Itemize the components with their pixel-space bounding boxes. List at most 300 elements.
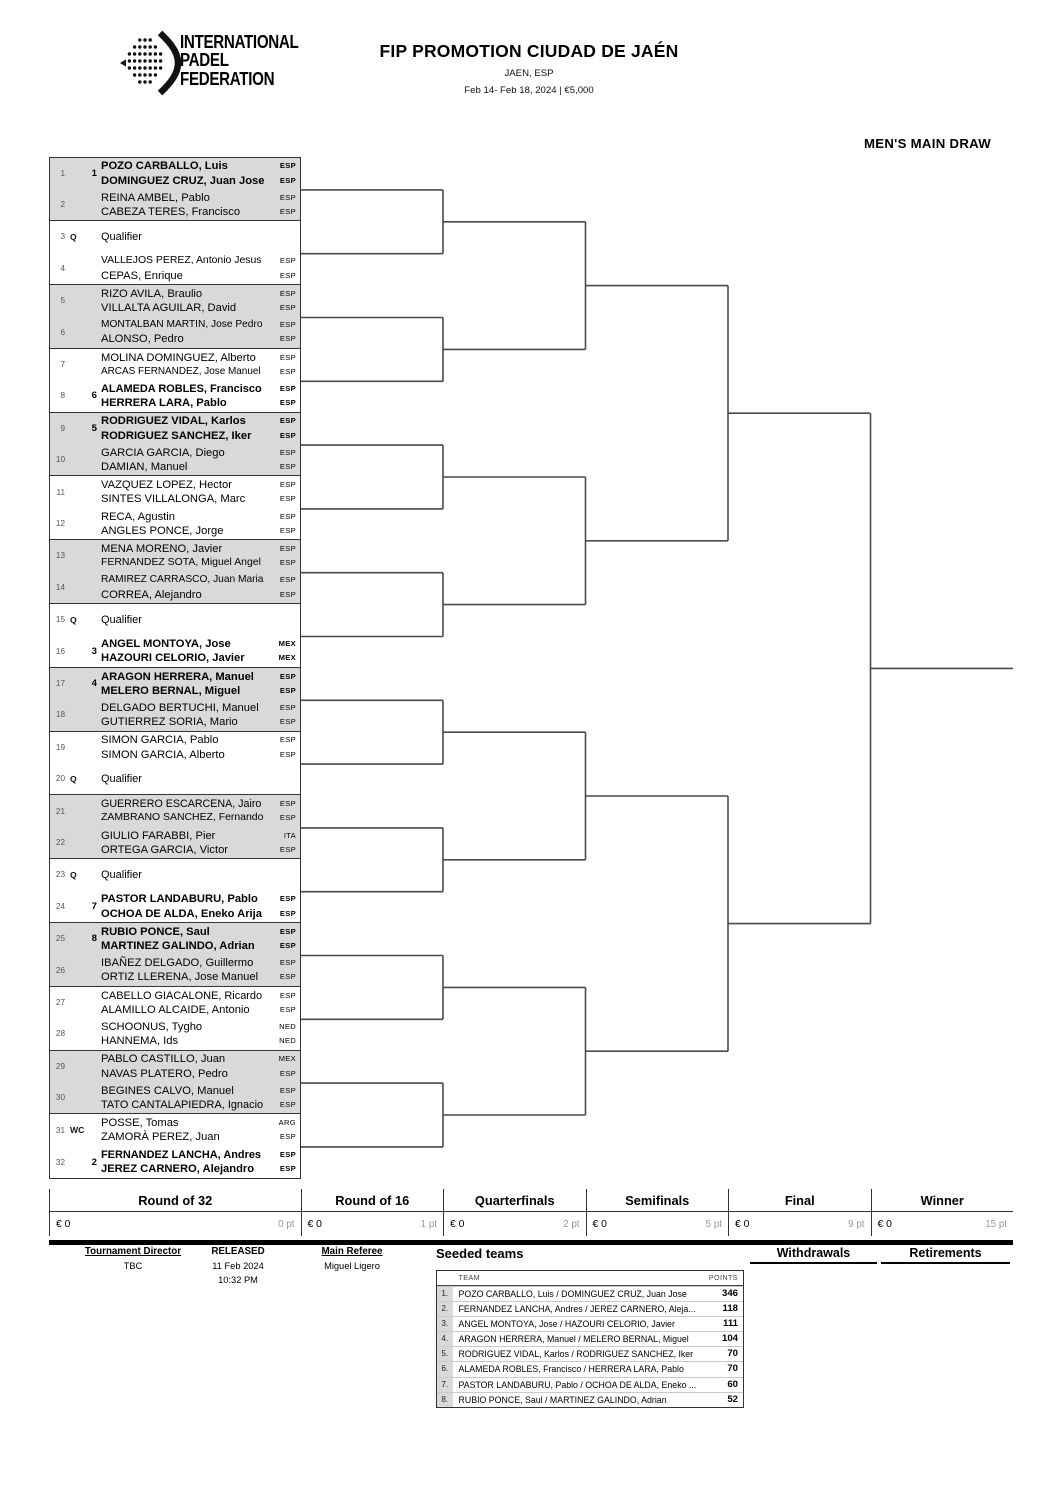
entry-row: [50, 763, 300, 794]
entry-row: [50, 476, 300, 507]
player1-name: POZO CARBALLO, Luis: [101, 160, 228, 173]
match-block: [50, 285, 300, 349]
player1-name: CABELLO GIACALONE, Ricardo: [101, 989, 263, 1002]
country-codes: [264, 444, 300, 475]
country-codes: [264, 253, 300, 284]
released-info: [196, 1246, 280, 1285]
player2-name: ORTEGA GARCIA, Victor: [101, 843, 229, 856]
country-codes: [264, 795, 300, 826]
round-points: 0 pt: [278, 1218, 295, 1230]
country-codes: [264, 668, 300, 699]
player2-country: MEX: [278, 653, 296, 663]
entry-tag: WC: [70, 1125, 85, 1136]
player2-name: MARTINEZ GALINDO, Adrian: [101, 940, 255, 953]
player2-name: ALONSO, Pedro: [101, 333, 184, 346]
player1-country: ESP: [279, 288, 296, 298]
entry-row: [50, 349, 300, 380]
player1-name: ALAMEDA ROBLES, Francisco: [101, 383, 262, 396]
round-values: [872, 1211, 1014, 1236]
player2-name: DOMINGUEZ CRUZ, Juan Jose: [101, 174, 264, 187]
team-names: [101, 668, 264, 699]
event-header: [264, 41, 794, 96]
draw-table: [49, 157, 301, 1180]
round-prize: € 0: [56, 1218, 71, 1230]
team-names: [101, 954, 264, 985]
player2-name: ZAMBRANO SANCHEZ, Fernando: [101, 812, 264, 824]
entry-position: 13: [55, 551, 65, 561]
country-codes: [264, 923, 300, 954]
team-names: [101, 1146, 264, 1178]
team-names: [101, 923, 264, 954]
team-names: [101, 1082, 264, 1113]
player1-country: ESP: [279, 192, 296, 202]
player2-name: ARCAS FERNANDEZ, Jose Manuel: [101, 365, 261, 377]
player1-country: ESP: [279, 161, 296, 171]
tournament-director: [58, 1246, 208, 1271]
player1-name: VAZQUEZ LOPEZ, Hector: [101, 479, 232, 492]
entry-row: [50, 1082, 300, 1113]
seeded-row-team: ANGEL MONTOYA, Jose / HAZOURI CELORIO, Javier: [458, 1318, 675, 1329]
tournament-director-value: TBC: [123, 1261, 143, 1271]
round-label: Winner: [920, 1193, 964, 1208]
seeded-row-number: 4.: [437, 1332, 453, 1346]
entry-position: 1: [60, 168, 65, 178]
player1-name: FERNANDEZ LANCHA, Andres: [101, 1149, 262, 1162]
player1-country: ESP: [279, 320, 296, 330]
entry-row: [50, 954, 300, 985]
player1-country: ESP: [279, 416, 296, 426]
seeded-row-team: FERNANDEZ LANCHA, Andres / JEREZ CARNERO, Aleja...: [458, 1303, 696, 1314]
team-names: [101, 189, 264, 220]
round-column-qf: [443, 1189, 586, 1236]
entry-row: [50, 285, 300, 316]
player1-country: ESP: [279, 447, 296, 457]
entry-row: [50, 221, 300, 252]
round-points: 1 pt: [420, 1218, 437, 1230]
match-block: [50, 349, 300, 413]
player1-name: GARCIA GARCIA, Diego: [101, 446, 225, 459]
team-names: [101, 316, 264, 347]
player1-country: ESP: [279, 990, 296, 1000]
seeded-row-team: RUBIO PONCE, Saul / MARTINEZ GALINDO, Adrian: [458, 1394, 667, 1405]
country-codes: [264, 732, 300, 763]
event-title: FIP PROMOTION CIUDAD DE JAÉN: [379, 41, 679, 61]
player2-name: SIMON GARCIA, Alberto: [101, 748, 225, 761]
player1-name: BEGINES CALVO, Manuel: [101, 1084, 234, 1097]
player1-name: MENA MORENO, Javier: [101, 543, 223, 556]
match-block: [50, 923, 300, 987]
match-block: [50, 476, 300, 540]
entry-position: 19: [55, 742, 65, 752]
player2-name: CABEZA TERES, Francisco: [101, 205, 241, 218]
seeded-header-row: [437, 1271, 743, 1286]
player2-country: ESP: [279, 366, 296, 376]
player2-country: ESP: [279, 1004, 296, 1014]
player2-name: JEREZ CARNERO, Alejandro: [101, 1163, 255, 1176]
entry-position: 6: [60, 327, 65, 337]
player1-name: GUERRERO ESCARCENA, Jairo: [101, 798, 262, 811]
round-column-winner: [871, 1189, 1014, 1236]
match-block: [50, 604, 300, 668]
player2-country: ESP: [279, 206, 296, 216]
entry-row: [50, 189, 300, 220]
country-codes: [264, 349, 300, 380]
player1-name: ARAGON HERRERA, Manuel: [101, 670, 254, 683]
entry-position: 27: [55, 998, 65, 1008]
seeded-row-team: POZO CARBALLO, Luis / DOMINGUEZ CRUZ, Juan Jose: [458, 1288, 687, 1299]
player2-name: MELERO BERNAL, Miguel: [101, 684, 241, 697]
entry-seed: 6: [91, 390, 97, 402]
country-codes: [264, 987, 300, 1018]
player2-name: HAZOURI CELORIO, Javier: [101, 652, 245, 665]
player2-country: ESP: [279, 334, 296, 344]
entry-seed: 2: [91, 1156, 97, 1168]
round-values: [729, 1211, 871, 1236]
entry-tag: Q: [70, 869, 77, 880]
team-names: [101, 699, 264, 730]
match-block: [50, 987, 300, 1051]
event-dates-prize: Feb 14- Feb 18, 2024 | €5,000: [464, 85, 594, 96]
player1-country: ESP: [279, 926, 296, 936]
released-label: RELEASED: [211, 1246, 265, 1257]
team-names: [101, 253, 264, 284]
match-block: [50, 221, 300, 285]
player2-name: NAVAS PLATERO, Pedro: [101, 1067, 228, 1080]
entry-row: [50, 891, 300, 922]
entry-seed: 1: [91, 167, 97, 179]
player1-country: ESP: [279, 480, 296, 490]
country-codes: [264, 954, 300, 985]
seeded-row-team: ARAGON HERRERA, Manuel / MELERO BERNAL, Miguel: [458, 1334, 689, 1345]
country-codes: [264, 635, 300, 666]
country-codes: [264, 699, 300, 730]
player1-name: IBAÑEZ DELGADO, Guillermo: [101, 957, 254, 970]
team-names: [101, 1018, 264, 1049]
draw-title: MEN'S MAIN DRAW: [863, 136, 991, 151]
entry-row: [50, 316, 300, 347]
player2-name: VILLALTA AGUILAR, David: [101, 302, 237, 315]
team-names: [101, 444, 264, 475]
player2-name: HANNEMA, Ids: [101, 1035, 179, 1048]
seeded-row: [437, 1301, 743, 1316]
team-names: [101, 285, 264, 316]
country-codes: [264, 1114, 300, 1146]
tournament-director-label: Tournament Director: [84, 1246, 182, 1257]
player2-country: ESP: [279, 844, 296, 854]
player1-country: ESP: [279, 511, 296, 521]
entry-position: 30: [55, 1093, 65, 1103]
qualifier-label: Qualifier: [101, 772, 142, 785]
round-points: 5 pt: [705, 1218, 722, 1230]
team-names: [101, 158, 264, 189]
country-codes: [264, 189, 300, 220]
retirements-heading: Retirements: [881, 1246, 1010, 1264]
entry-row: [50, 923, 300, 954]
entry-row: [50, 668, 300, 699]
entry-position: 9: [60, 423, 65, 433]
seeded-row-points: 111: [723, 1317, 738, 1329]
entry-seed: 5: [91, 422, 97, 434]
player2-country: ESP: [279, 270, 296, 280]
player1-country: MEX: [278, 639, 296, 649]
entry-row: [50, 572, 300, 603]
player1-country: ESP: [279, 735, 296, 745]
entry-row: [50, 380, 300, 411]
player1-name: SCHOONUS, Tygho: [101, 1021, 203, 1034]
player1-name: POSSE, Tomas: [101, 1117, 179, 1130]
entry-position: 21: [55, 806, 65, 816]
seeded-row-team: PASTOR LANDABURU, Pablo / OCHOA DE ALDA, Eneko ...: [458, 1379, 697, 1390]
seeded-row-number: 1.: [437, 1287, 453, 1301]
entry-row: [50, 253, 300, 284]
entry-row: [50, 827, 300, 858]
player2-country: ESP: [279, 525, 296, 535]
match-block: [50, 413, 300, 477]
entry-seed: 7: [91, 900, 97, 912]
player1-name: VALLEJOS PEREZ, Antonio Jesus: [101, 255, 262, 267]
entry-row: [50, 1051, 300, 1082]
player1-name: REINA AMBEL, Pablo: [101, 191, 210, 204]
player1-country: ESP: [279, 575, 296, 585]
player1-name: RUBIO PONCE, Saul: [101, 925, 210, 938]
entry-tag: Q: [70, 231, 77, 242]
match-block: [50, 668, 300, 732]
player1-name: DELGADO BERTUCHI, Manuel: [101, 702, 259, 715]
country-codes: [264, 1018, 300, 1049]
entry-row: [50, 732, 300, 763]
entry-position: 8: [60, 391, 65, 401]
logo-line-2: PADEL: [180, 49, 229, 71]
main-referee-label: Main Referee: [321, 1246, 383, 1257]
entry-position: 2: [60, 200, 65, 210]
player2-country: ESP: [279, 1100, 296, 1110]
entry-seed: 8: [91, 933, 97, 945]
player2-country: ESP: [279, 813, 296, 823]
country-codes: [264, 158, 300, 189]
player1-name: MONTALBAN MARTIN, Jose Pedro: [101, 319, 263, 331]
team-names: [101, 635, 264, 666]
player2-country: ESP: [279, 558, 296, 568]
entry-position: 12: [55, 519, 65, 529]
seeded-header-num: [437, 1271, 453, 1285]
player1-country: ESP: [279, 384, 296, 394]
player1-country: ARG: [278, 1118, 296, 1128]
round-prize: € 0: [450, 1218, 465, 1230]
round-values: [587, 1211, 729, 1236]
player2-country: ESP: [279, 972, 296, 982]
player1-name: RAMIREZ CARRASCO, Juan Maria: [101, 574, 264, 586]
entry-row: [50, 1018, 300, 1049]
team-names: [101, 1051, 264, 1082]
match-block: [50, 1114, 300, 1178]
team-names: [101, 827, 264, 858]
team-names: [101, 349, 264, 380]
seeded-header-team: TEAM: [458, 1273, 481, 1282]
footer-divider-bar: [49, 1240, 1013, 1245]
main-referee-value: Miguel Ligero: [324, 1261, 380, 1271]
country-codes: [264, 285, 300, 316]
round-prize: € 0: [592, 1218, 607, 1230]
ball-arc: [160, 33, 178, 93]
player1-country: ESP: [279, 1085, 296, 1095]
entry-seed: 3: [91, 645, 97, 657]
round-points: 9 pt: [848, 1218, 865, 1230]
match-block: [50, 795, 300, 859]
entry-row: [50, 604, 300, 635]
player1-country: MEX: [278, 1054, 296, 1064]
country-codes: [264, 1146, 300, 1178]
entry-position: 14: [55, 582, 65, 592]
player2-country: ESP: [279, 462, 296, 472]
player2-name: HERRERA LARA, Pablo: [101, 397, 227, 410]
player2-name: DAMIAN, Manuel: [101, 461, 188, 474]
seeded-row-team: RODRIGUEZ VIDAL, Karlos / RODRIGUEZ SANCHEZ, Iker: [458, 1349, 694, 1360]
country-codes: [264, 891, 300, 922]
entry-row: [50, 635, 300, 666]
player2-name: ORTIZ LLERENA, Jose Manuel: [101, 971, 259, 984]
entry-position: 7: [60, 360, 65, 370]
team-names: [101, 1114, 264, 1146]
country-codes: [264, 413, 300, 444]
seeded-row-points: 52: [727, 1393, 738, 1405]
player2-name: OCHOA DE ALDA, Eneko Arija: [101, 907, 262, 920]
round-column-sf: [586, 1189, 729, 1236]
round-label: Round of 32: [138, 1193, 213, 1208]
entry-position: 11: [56, 487, 65, 497]
entry-row: [50, 508, 300, 539]
player2-country: ESP: [279, 685, 296, 695]
team-names: [101, 380, 264, 411]
country-codes: [264, 1051, 300, 1082]
entry-row: [50, 795, 300, 826]
padel-ball-dots: [120, 59, 126, 66]
player2-country: ESP: [279, 717, 296, 727]
country-codes: [264, 827, 300, 858]
entry-position: 23: [55, 870, 65, 880]
seeded-row-number: 8.: [437, 1393, 453, 1407]
ipf-logo-icon: [120, 30, 184, 96]
player1-country: ESP: [279, 958, 296, 968]
player1-name: PASTOR LANDABURU, Pablo: [101, 893, 258, 906]
round-points: 2 pt: [563, 1218, 580, 1230]
entry-row: [50, 540, 300, 571]
team-names: [101, 795, 264, 826]
entry-position: 18: [55, 710, 65, 720]
round-column-r16: [301, 1189, 444, 1236]
round-prize: € 0: [877, 1218, 892, 1230]
seeded-row-points: 118: [722, 1302, 738, 1314]
player2-country: ESP: [279, 494, 296, 504]
player2-country: ESP: [279, 1132, 296, 1142]
team-names: [101, 891, 264, 922]
seeded-row: [437, 1286, 743, 1301]
player1-country: ITA: [283, 830, 296, 840]
seeded-row-number: 6.: [437, 1362, 453, 1376]
player2-country: ESP: [279, 175, 296, 185]
seeded-row: [437, 1316, 743, 1331]
entry-row: [50, 444, 300, 475]
player1-country: ESP: [279, 671, 296, 681]
player1-name: PABLO CASTILLO, Juan: [101, 1053, 226, 1066]
released-time: 10:32 PM: [218, 1275, 258, 1285]
entry-position: 15: [55, 615, 65, 625]
player1-country: ESP: [279, 703, 296, 713]
seeded-row: [437, 1361, 743, 1376]
country-codes: [264, 540, 300, 571]
seeded-row: [437, 1331, 743, 1346]
player1-country: ESP: [279, 799, 296, 809]
player1-name: MOLINA DOMINGUEZ, Alberto: [101, 351, 256, 364]
player2-name: CORREA, Alejandro: [101, 588, 202, 601]
player1-country: ESP: [279, 256, 296, 266]
withdrawals-heading: Withdrawals: [750, 1246, 877, 1264]
seeded-row: [437, 1377, 743, 1392]
player2-country: ESP: [279, 430, 296, 440]
entry-row: [50, 158, 300, 189]
entry-position: 16: [55, 646, 65, 656]
round-column-final: [728, 1189, 871, 1236]
country-codes: [264, 572, 300, 603]
player2-country: ESP: [279, 908, 296, 918]
team-names: [101, 987, 264, 1018]
seeded-row-points: 70: [727, 1348, 738, 1360]
round-column-r32: [49, 1189, 301, 1236]
player1-country: ESP: [279, 544, 296, 554]
player1-name: SIMON GARCIA, Pablo: [101, 734, 219, 747]
entry-row: [50, 1146, 300, 1178]
round-prize: € 0: [307, 1218, 322, 1230]
match-block: [50, 859, 300, 923]
entry-position: 20: [55, 774, 65, 784]
team-names: [101, 572, 264, 603]
entry-position: 17: [55, 679, 65, 689]
entry-row: [50, 1114, 300, 1146]
player1-name: RECA, Agustin: [101, 510, 175, 523]
player1-name: RIZO AVILA, Braulio: [101, 287, 203, 300]
round-points: 15 pt: [985, 1218, 1007, 1230]
seeded-row: [437, 1392, 743, 1407]
entry-position: 32: [55, 1157, 65, 1167]
entry-position: 24: [55, 901, 65, 911]
player1-name: GIULIO FARABBI, Pier: [101, 829, 216, 842]
player2-country: ESP: [279, 303, 296, 313]
player2-name: FERNANDEZ SOTA, Miguel Angel: [101, 557, 261, 569]
country-codes: [264, 1082, 300, 1113]
player2-name: SINTES VILLALONGA, Marc: [101, 493, 246, 506]
player2-country: ESP: [279, 749, 296, 759]
player2-name: CEPAS, Enrique: [101, 269, 183, 282]
entry-seed: 4: [91, 678, 97, 690]
player1-country: ESP: [279, 1150, 296, 1160]
seeded-header-points: POINTS: [708, 1273, 738, 1282]
seeded-teams-title: Seeded teams: [436, 1246, 524, 1261]
qualifier-label: Qualifier: [101, 613, 142, 626]
match-block: [50, 732, 300, 796]
round-values: [50, 1211, 301, 1236]
round-label: Semifinals: [625, 1193, 690, 1208]
team-names: [101, 413, 264, 444]
player2-name: GUTIERREZ SORIA, Mario: [101, 716, 238, 729]
player2-name: TATO CANTALAPIEDRA, Ignacio: [101, 1099, 264, 1112]
entry-row: [50, 699, 300, 730]
team-names: [101, 732, 264, 763]
round-values: [302, 1211, 444, 1236]
entry-tag: Q: [70, 773, 77, 784]
player2-country: ESP: [279, 1068, 296, 1078]
entry-row: [50, 413, 300, 444]
match-block: [50, 540, 300, 604]
seeded-row-number: 3.: [437, 1317, 453, 1331]
